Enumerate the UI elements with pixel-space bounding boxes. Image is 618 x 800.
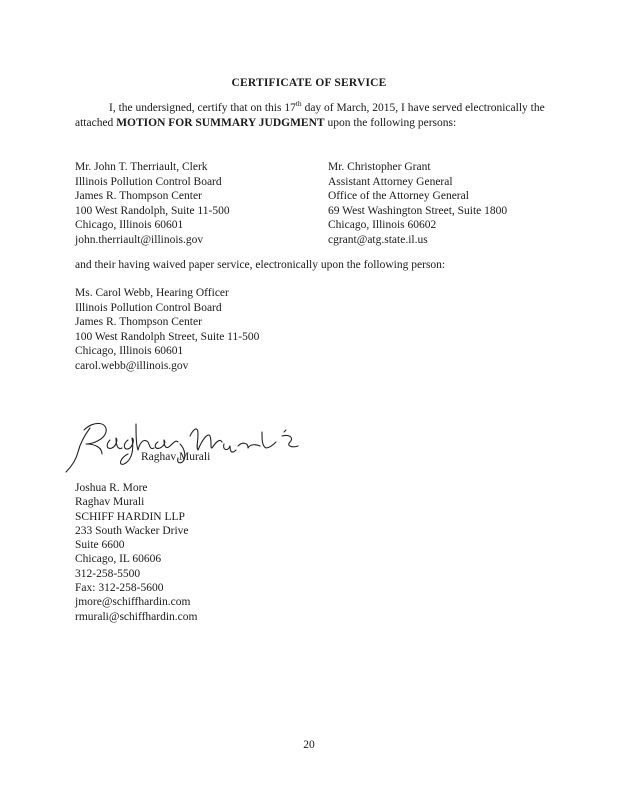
address-line: Mr. John T. Therriault, Clerk bbox=[75, 161, 208, 173]
address-email: cgrant@atg.state.il.us bbox=[328, 233, 428, 246]
address-line: Chicago, Illinois 60601 bbox=[75, 345, 184, 358]
address-line: 69 West Washington Street, Suite 1800 bbox=[328, 204, 508, 217]
intro-text-1: I, the undersigned, certify that on this 17 bbox=[109, 102, 296, 114]
document-title: CERTIFICATE OF SERVICE bbox=[231, 77, 387, 89]
address-line: Chicago, Illinois 60601 bbox=[75, 219, 184, 232]
address-line: Ms. Carol Webb, Hearing Officer bbox=[75, 287, 229, 299]
address-line: James R. Thompson Center bbox=[75, 316, 202, 329]
firm-name: SCHIFF HARDIN LLP bbox=[75, 510, 185, 523]
signatory-name: Raghav Murali bbox=[141, 451, 211, 463]
address-line: 100 West Randolph Street, Suite 11-500 bbox=[75, 330, 260, 343]
address-line: 100 West Randolph, Suite 11-500 bbox=[75, 204, 230, 217]
address-line: Assistant Attorney General bbox=[328, 175, 453, 188]
handwritten-signature bbox=[62, 414, 302, 476]
motion-title: MOTION FOR SUMMARY JUDGMENT bbox=[116, 117, 325, 129]
address-line: Office of the Attorney General bbox=[328, 190, 469, 203]
address-line: Chicago, Illinois 60602 bbox=[328, 219, 437, 232]
address-email: carol.webb@illinois.gov bbox=[75, 359, 189, 372]
address-email: rmurali@schiffhardin.com bbox=[75, 610, 198, 623]
waived-service-text: and their having waived paper service, electronically upon the following person: bbox=[75, 259, 446, 271]
intro-superscript: th bbox=[295, 99, 302, 109]
certification-paragraph bbox=[75, 101, 545, 131]
counsel-signature-block bbox=[75, 481, 197, 624]
address-line: Mr. Christopher Grant bbox=[328, 161, 431, 173]
address-line: Illinois Pollution Control Board bbox=[75, 175, 222, 188]
intro-text-2: day of March, 2015, I have served electronically the attached bbox=[75, 102, 545, 129]
address-email: jmore@schiffhardin.com bbox=[75, 596, 191, 609]
address-line: 233 South Wacker Drive bbox=[75, 524, 189, 537]
phone-number: 312-258-5500 bbox=[75, 567, 141, 580]
counsel-name: Joshua R. More bbox=[75, 482, 148, 494]
recipient-attorney-general-address bbox=[328, 160, 507, 248]
address-line: Chicago, IL 60606 bbox=[75, 553, 162, 566]
address-line: Illinois Pollution Control Board bbox=[75, 301, 222, 314]
intro-text-3: upon the following persons: bbox=[324, 117, 457, 129]
recipient-hearing-officer-address bbox=[75, 286, 259, 374]
address-email: john.therriault@illinois.gov bbox=[75, 233, 204, 246]
counsel-name: Raghav Murali bbox=[75, 496, 145, 509]
address-line: Suite 6600 bbox=[75, 539, 125, 552]
fax-number: Fax: 312-258-5600 bbox=[75, 582, 164, 595]
recipient-clerk-address bbox=[75, 160, 230, 248]
page-number: 20 bbox=[303, 739, 315, 751]
address-line: James R. Thompson Center bbox=[75, 190, 202, 203]
